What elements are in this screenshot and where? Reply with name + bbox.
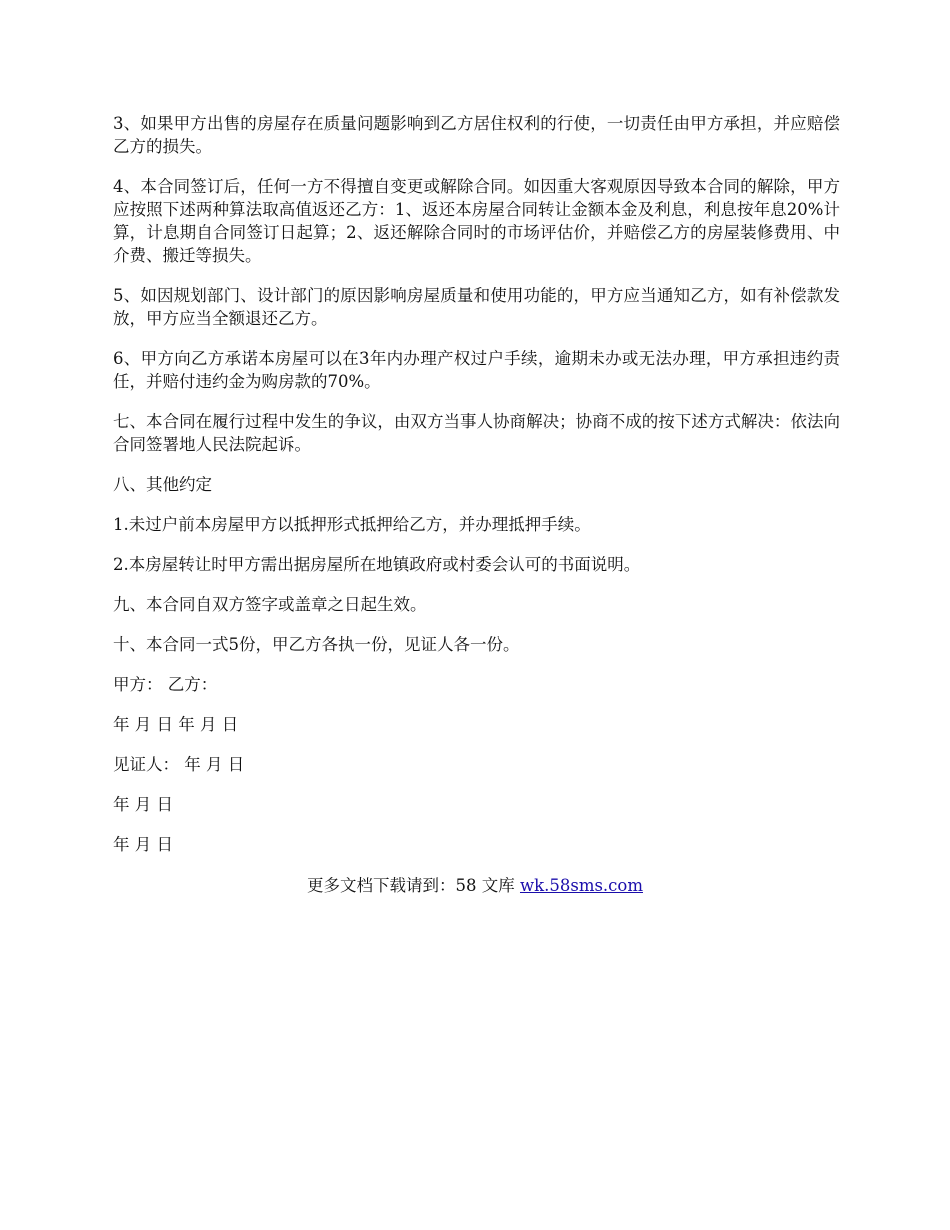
clause-3-quality-liability: 3、如果甲方出售的房屋存在质量问题影响到乙方居住权利的行使，一切责任由甲方承担，并应赔偿乙方的损失。 <box>113 114 840 156</box>
date-line: 年 月 日 <box>113 795 173 814</box>
section-7-dispute-resolution: 七、本合同在履行过程中发生的争议，由双方当事人协商解决；协商不成的按下述方式解决：依法向合同签署地人民法院起诉。 <box>113 412 840 454</box>
section-8-item-2: 2.本房屋转让时甲方需出据房屋所在地镇政府或村委会认可的书面说明。 <box>113 555 641 574</box>
clause-4-termination: 4、本合同签订后，任何一方不得擅自变更或解除合同。如因重大客观原因导致本合同的解除，甲方应按照下述两种算法取高值返还乙方：1、返还本房屋合同转让金额本金及利息，利息按年息20%计算，计息期自合同签订日起算；2、返还解除合同时的市场评估价，并赔偿乙方的房屋装修费用、中介费、搬迁等损失。 <box>113 177 840 265</box>
signature-parties: 甲方： 乙方： <box>113 675 218 694</box>
download-footer <box>0 874 950 897</box>
clause-5-planning-compensation: 5、如因规划部门、设计部门的原因影响房屋质量和使用功能的，甲方应当通知乙方，如有补偿款发放，甲方应当全额退还乙方。 <box>113 286 840 328</box>
section-8-item-1: 1.未过户前本房屋甲方以抵押形式抵押给乙方，并办理抵押手续。 <box>113 515 591 534</box>
document-body <box>113 112 840 873</box>
date-line: 年 月 日 <box>113 835 173 854</box>
witness-line: 见证人： 年 月 日 <box>113 755 245 774</box>
clause-6-title-transfer: 6、甲方向乙方承诺本房屋可以在3年内办理产权过户手续，逾期未办或无法办理，甲方承担违约责任，并赔付违约金为购房款的70%。 <box>113 349 840 391</box>
signature-dates: 年 月 日 年 月 日 <box>113 715 239 734</box>
section-9-effective: 九、本合同自双方签字或盖章之日起生效。 <box>113 595 427 614</box>
footer-link[interactable]: wk.58sms.com <box>519 876 643 895</box>
section-10-copies: 十、本合同一式5份，甲乙方各执一份，见证人各一份。 <box>113 635 520 654</box>
footer-text: 更多文档下载请到：58 文库 <box>306 876 520 895</box>
section-8-heading: 八、其他约定 <box>113 475 212 494</box>
